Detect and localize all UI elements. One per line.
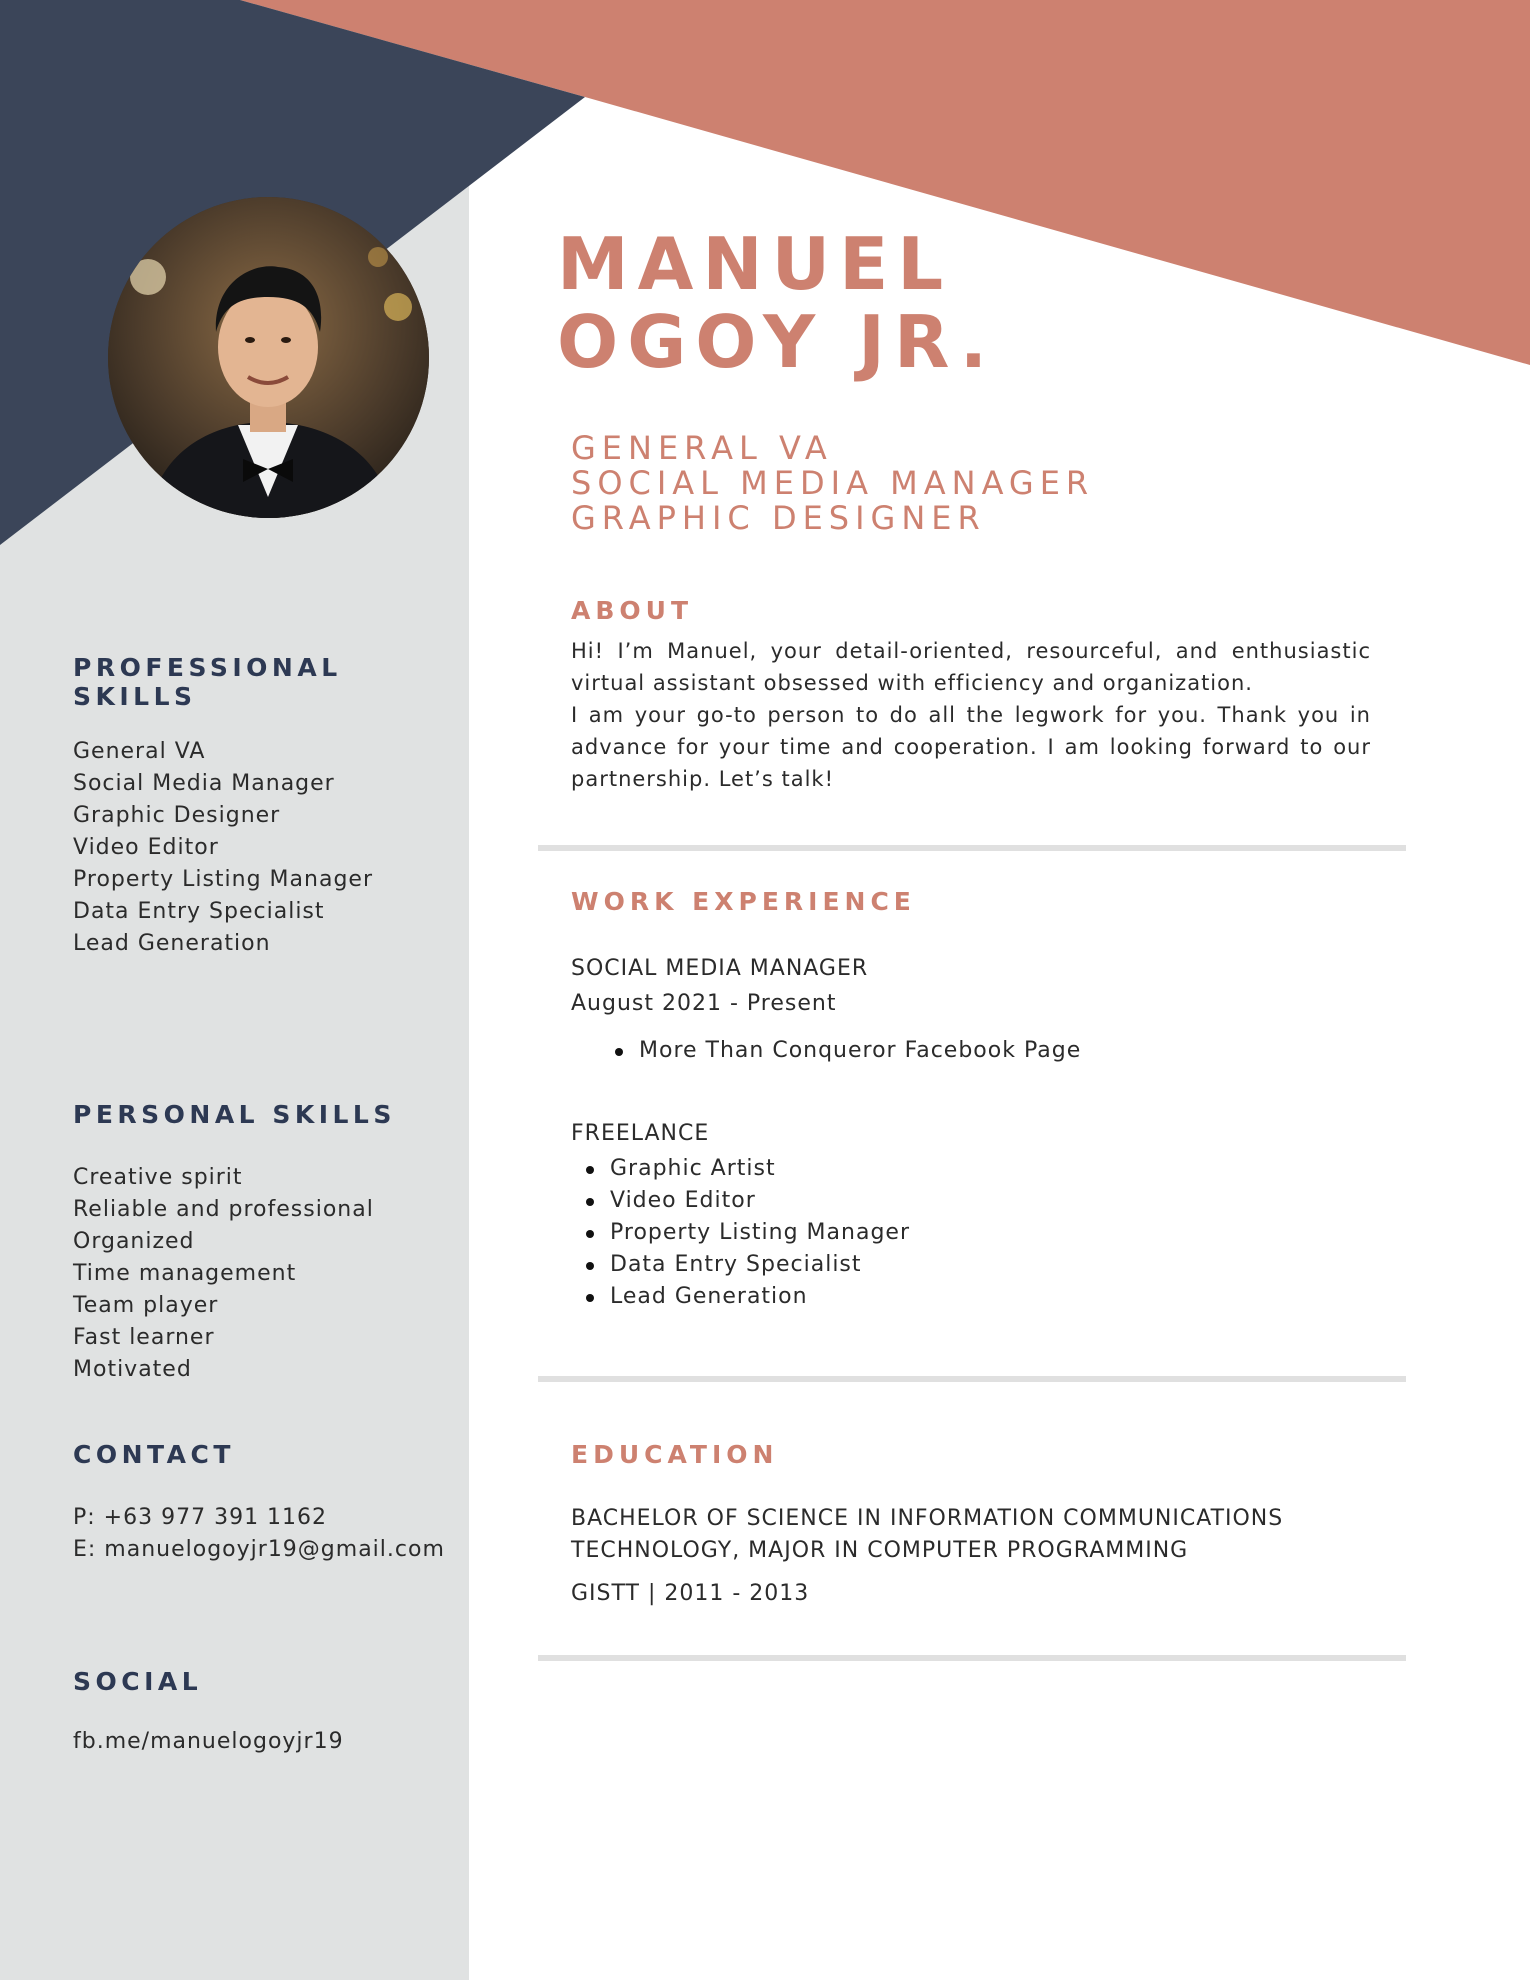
list-item: Time management (73, 1261, 297, 1286)
list-item: Video Editor (580, 1185, 910, 1217)
list-item: Reliable and professional (73, 1197, 374, 1222)
degree-line: BACHELOR OF SCIENCE IN INFORMATION COMMUNICATIONS (571, 1506, 1284, 1531)
job-bullets (580, 1153, 910, 1313)
personal-skills-heading: PERSONAL SKILLS (73, 1100, 396, 1129)
job-title: GRAPHIC DESIGNER (571, 499, 986, 537)
list-item: General VA (73, 739, 206, 764)
contact-section (73, 1440, 445, 1566)
contact-email[interactable]: E: manuelogoyjr19@gmail.com (73, 1537, 445, 1562)
job-title: SOCIAL MEDIA MANAGER (571, 464, 1095, 502)
list-item: Graphic Artist (580, 1153, 910, 1185)
job-titles (571, 431, 1094, 536)
contact-list (73, 1502, 445, 1566)
social-section (73, 1667, 344, 1758)
name-line: MANUEL (557, 222, 953, 306)
list-item: More Than Conqueror Facebook Page (609, 1035, 1081, 1067)
list-item: Team player (73, 1293, 219, 1318)
list-item: Property Listing Manager (73, 867, 373, 892)
list-item: Social Media Manager (73, 771, 335, 796)
section-divider (538, 1655, 1406, 1661)
heading-line: PROFESSIONAL (73, 653, 342, 682)
candidate-name (557, 222, 1117, 384)
profile-photo (108, 197, 429, 518)
social-list (73, 1726, 344, 1758)
professional-skills-heading (73, 653, 373, 711)
list-item: Organized (73, 1229, 195, 1254)
section-divider (538, 1376, 1406, 1382)
degree-line: TECHNOLOGY, MAJOR IN COMPUTER PROGRAMMING (571, 1538, 1189, 1563)
school-info: GISTT | 2011 - 2013 (571, 1581, 810, 1606)
professional-skills-list (73, 736, 373, 960)
social-heading: SOCIAL (73, 1667, 203, 1696)
section-divider (538, 845, 1406, 851)
list-item: Data Entry Specialist (580, 1249, 910, 1281)
work-experience-heading: WORK EXPERIENCE (571, 887, 916, 916)
list-item: Video Editor (73, 835, 219, 860)
list-item: Property Listing Manager (580, 1217, 910, 1249)
social-link[interactable]: fb.me/manuelogoyjr19 (73, 1729, 344, 1754)
list-item: Lead Generation (73, 931, 271, 956)
list-item: Data Entry Specialist (73, 899, 325, 924)
job-bullets (609, 1035, 1081, 1067)
list-item: Fast learner (73, 1325, 215, 1350)
list-item: Creative spirit (73, 1165, 243, 1190)
job-dates: August 2021 - Present (571, 991, 837, 1016)
list-item: Lead Generation (580, 1281, 910, 1313)
contact-heading: CONTACT (73, 1440, 235, 1469)
about-paragraph: I am your go-to person to do all the legwork for you. Thank you in advance for your time and cooperation. I am looking forward to our partnership. Let’s talk! (571, 703, 1371, 791)
name-line: OGOY JR. (557, 300, 997, 384)
professional-skills-section (73, 653, 373, 960)
education-heading: EDUCATION (571, 1440, 779, 1469)
about-text (571, 635, 1371, 795)
list-item: Motivated (73, 1357, 192, 1382)
about-paragraph: Hi! I’m Manuel, your detail-oriented, resourceful, and enthusiastic virtual assistant obsessed with efficiency and organization. (571, 639, 1371, 695)
contact-phone[interactable]: P: +63 977 391 1162 (73, 1505, 328, 1530)
heading-line: SKILLS (73, 682, 197, 711)
job-title: SOCIAL MEDIA MANAGER (571, 956, 869, 981)
job-title: GENERAL VA (571, 429, 833, 467)
personal-skills-section (73, 1100, 396, 1386)
about-heading: ABOUT (571, 596, 694, 625)
personal-skills-list (73, 1162, 396, 1386)
job-title: FREELANCE (571, 1121, 710, 1146)
list-item: Graphic Designer (73, 803, 281, 828)
